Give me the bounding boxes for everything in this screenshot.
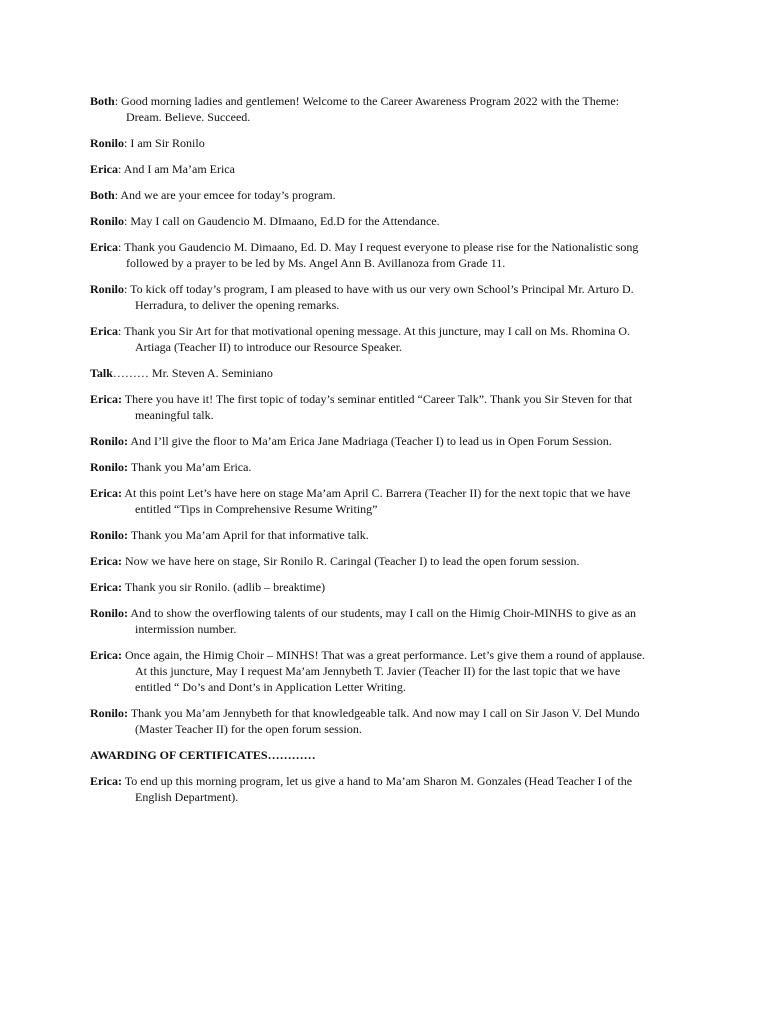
dialogue-paragraph <box>90 579 682 595</box>
speaker-name: Ronilo: <box>90 434 129 448</box>
dialogue-paragraph <box>90 773 682 805</box>
dialogue-paragraph <box>90 323 682 355</box>
speaker-name: Ronilo <box>90 136 125 150</box>
speaker-name: Ronilo <box>90 214 125 228</box>
speaker-name: Both <box>90 94 115 108</box>
dialogue-first-line <box>90 773 682 789</box>
speaker-name: Talk <box>90 366 113 380</box>
dialogue-continuation-line <box>90 501 682 517</box>
dialogue-first-line <box>90 433 682 449</box>
dialogue-text: And we are your emcee for today’s program. <box>120 188 336 202</box>
dialogue-first-line <box>90 459 682 475</box>
speaker-name: Both <box>90 188 115 202</box>
dialogue-text: May I call on Gaudencio M. DImaano, Ed.D for the Attendance. <box>130 214 440 228</box>
dialogue-paragraph <box>90 135 682 151</box>
dialogue-first-line <box>90 391 682 407</box>
dialogue-paragraph <box>90 213 682 229</box>
dialogue-paragraph <box>90 605 682 637</box>
speaker-name: Ronilo: <box>90 528 129 542</box>
dialogue-first-line <box>90 553 682 569</box>
dialogue-text: And I am Ma’am Erica <box>123 162 235 176</box>
speaker-name: Erica <box>90 162 118 176</box>
dialogue-text: I am Sir Ronilo <box>130 136 205 150</box>
dialogue-text: Thank you Ma’am April for that informative talk. <box>130 528 369 542</box>
dialogue-text: At this point Let’s have here on stage Ma’am April C. Barrera (Teacher II) for the next topic that we have <box>124 486 631 500</box>
dialogue-paragraph <box>90 647 682 695</box>
dialogue-first-line: Erica: Thank you Gaudencio M. Dimaano, Ed. D. May I request everyone to please rise for the Nationalistic song <box>90 240 639 254</box>
dialogue-text: entitled “ Do’s and Dont’s in Application Letter Writing. <box>135 680 406 694</box>
dialogue-continuation-line <box>90 679 682 695</box>
dialogue-first-line <box>90 579 682 595</box>
dialogue-continuation-line <box>90 109 682 125</box>
dialogue-text: followed by a prayer to be led by Ms. Angel Ann B. Avillanoza from Grade 11. <box>126 256 506 270</box>
speaker-name: Ronilo: <box>90 706 129 720</box>
dialogue-text: Thank you Gaudencio M. Dimaano, Ed. D. May I request everyone to please rise for the Nationalistic song <box>124 240 639 254</box>
dialogue-text: To end up this morning program, let us give a hand to Ma’am Sharon M. Gonzales (Head Teacher I of the <box>124 774 633 788</box>
dialogue-text: Herradura, to deliver the opening remarks. <box>135 298 340 312</box>
dialogue-text: Thank you Sir Art for that motivational opening message. At this juncture, may I call on Ms. Rhomina O. <box>124 324 631 338</box>
dialogue-text: intermission number. <box>135 622 237 636</box>
dialogue-text: meaningful talk. <box>135 408 214 422</box>
speaker-name: Erica: <box>90 580 122 594</box>
dialogue-paragraph <box>90 459 682 475</box>
dialogue-text: Thank you Ma’am Erica. <box>130 460 252 474</box>
dialogue-paragraph <box>90 365 682 381</box>
dialogue-text: And I’ll give the floor to Ma’am Erica Jane Madriaga (Teacher I) to lead us in Open Forum Session. <box>130 434 612 448</box>
dialogue-first-line: Ronilo: I am Sir Ronilo <box>90 136 205 150</box>
speaker-name: Ronilo: <box>90 606 129 620</box>
dialogue-first-line <box>90 527 682 543</box>
dialogue-continuation-line <box>90 297 682 313</box>
dialogue-first-line: Ronilo: To kick off today’s program, I am pleased to have with us our very own School’s Principal Mr. Arturo D. <box>90 282 634 296</box>
dialogue-text: (Master Teacher II) for the open forum session. <box>135 722 362 736</box>
section-heading: AWARDING OF CERTIFICATES………… <box>90 748 316 762</box>
dialogue-paragraph <box>90 705 682 737</box>
dialogue-paragraph <box>90 93 682 125</box>
dialogue-paragraph <box>90 433 682 449</box>
speaker-name: Erica: <box>90 392 122 406</box>
speaker-name: Erica <box>90 240 118 254</box>
dialogue-continuation-line <box>90 407 682 423</box>
dialogue-text: Thank you Ma’am Jennybeth for that knowledgeable talk. And now may I call on Sir Jason V. Del Mundo <box>130 706 640 720</box>
dialogue-text: Good morning ladies and gentlemen! Welcome to the Career Awareness Program 2022 with the Theme: <box>121 94 620 108</box>
dialogue-continuation-line <box>90 339 682 355</box>
speaker-name: Erica: <box>90 554 122 568</box>
dialogue-first-line <box>90 605 682 621</box>
dialogue-text: English Department). <box>135 790 239 804</box>
dialogue-first-line: Erica: Thank you Sir Art for that motivational opening message. At this juncture, may I call on Ms. Rhomina O. <box>90 324 631 338</box>
dialogue-first-line <box>90 705 682 721</box>
dialogue-paragraph <box>90 281 682 313</box>
dialogue-continuation-line <box>90 663 682 679</box>
dialogue-text: At this juncture, May I request Ma’am Jennybeth T. Javier (Teacher II) for the last topic that we have <box>135 664 621 678</box>
dialogue-paragraph <box>90 553 682 569</box>
dialogue-continuation-line <box>90 621 682 637</box>
speaker-name: Erica <box>90 324 118 338</box>
dialogue-first-line: Both: Good morning ladies and gentlemen! Welcome to the Career Awareness Program 2022 with the Theme: <box>90 94 620 108</box>
dialogue-text: And to show the overflowing talents of our students, may I call on the Himig Choir-MINHS to give as an <box>130 606 637 620</box>
dialogue-continuation-line <box>90 721 682 737</box>
speaker-name: Erica: <box>90 486 122 500</box>
dialogue-first-line <box>90 485 682 501</box>
dialogue-continuation-line <box>90 255 682 271</box>
dialogue-continuation-line <box>90 789 682 805</box>
dialogue-first-line: Both: And we are your emcee for today’s program. <box>90 188 336 202</box>
program-script <box>90 93 682 815</box>
dialogue-text: entitled “Tips in Comprehensive Resume Writing” <box>135 502 378 516</box>
dialogue-text: To kick off today’s program, I am pleased to have with us our very own School’s Principal Mr. Arturo D. <box>130 282 634 296</box>
speaker-name: Ronilo: <box>90 460 129 474</box>
dialogue-text: Now we have here on stage, Sir Ronilo R. Caringal (Teacher I) to lead the open forum session. <box>125 554 580 568</box>
dialogue-text: Dream. Believe. Succeed. <box>126 110 251 124</box>
speaker-name: Erica: <box>90 648 122 662</box>
dialogue-first-line <box>90 647 682 663</box>
dialogue-text: Once again, the Himig Choir – MINHS! That was a great performance. Let’s give them a round of applause. <box>125 648 645 662</box>
dialogue-first-line <box>90 365 682 381</box>
dialogue-paragraph <box>90 161 682 177</box>
dialogue-paragraph <box>90 485 682 517</box>
speaker-name: Ronilo <box>90 282 125 296</box>
dialogue-text: There you have it! The first topic of today’s seminar entitled “Career Talk”. Thank you Sir Steven for that <box>124 392 633 406</box>
dialogue-text: Artiaga (Teacher II) to introduce our Resource Speaker. <box>135 340 403 354</box>
dialogue-text: ……… Mr. Steven A. Seminiano <box>112 366 273 380</box>
speaker-name: Erica: <box>90 774 122 788</box>
dialogue-paragraph <box>90 391 682 423</box>
dialogue-paragraph <box>90 527 682 543</box>
dialogue-paragraph <box>90 239 682 271</box>
dialogue-text: Thank you sir Ronilo. (adlib – breaktime) <box>124 580 326 594</box>
dialogue-first-line: Erica: And I am Ma’am Erica <box>90 162 235 176</box>
dialogue-first-line: Ronilo: May I call on Gaudencio M. DImaano, Ed.D for the Attendance. <box>90 214 440 228</box>
dialogue-paragraph <box>90 187 682 203</box>
